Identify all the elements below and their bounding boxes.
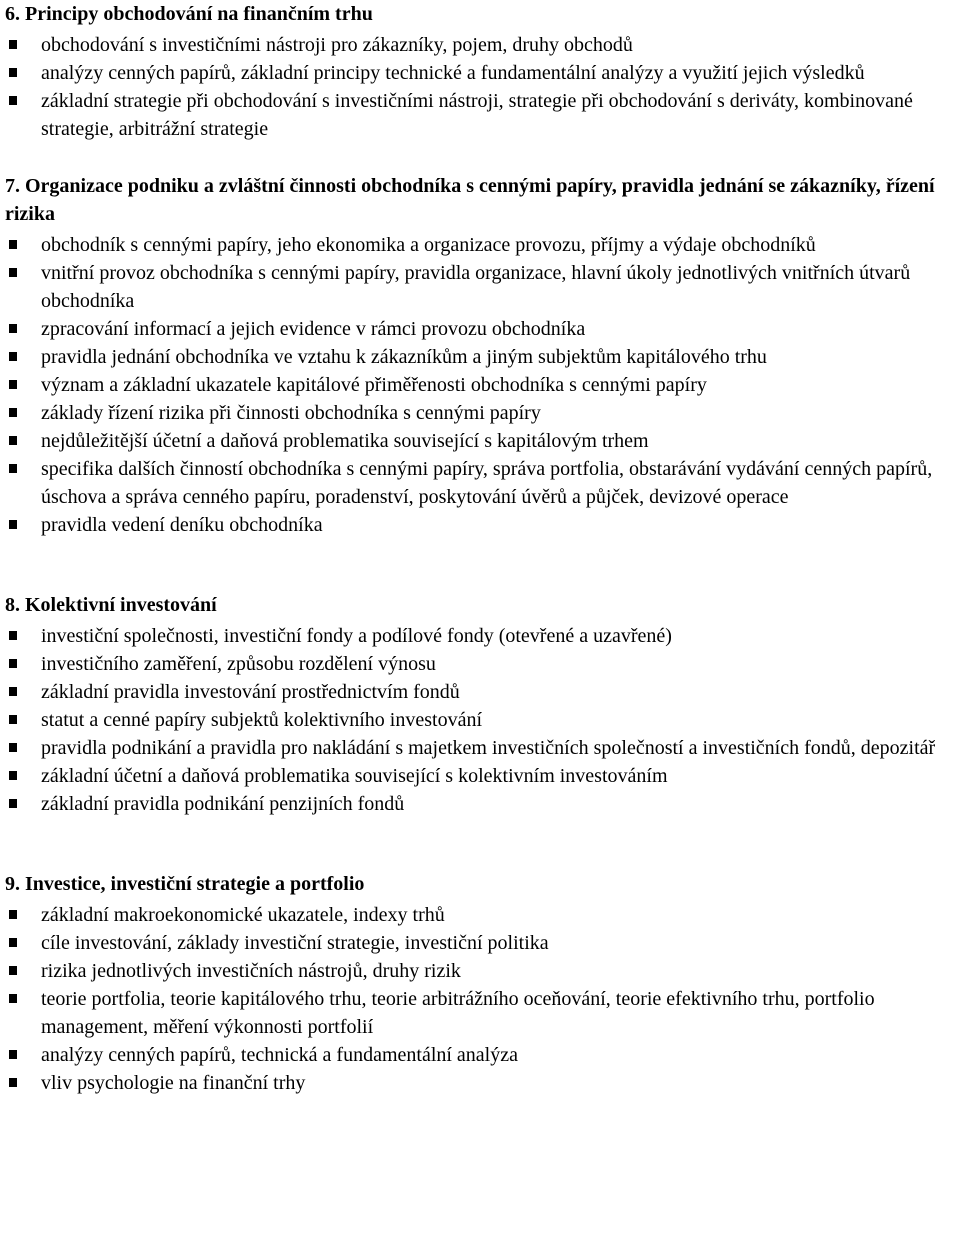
- section-heading: 9. Investice, investiční strategie a portfolio: [5, 873, 365, 895]
- list-item: [5, 901, 956, 929]
- list-item: [5, 455, 956, 511]
- list-item: [5, 929, 956, 957]
- list-item-text: pravidla jednání obchodníka ve vztahu k zákazníkům a jiným subjektům kapitálového trhu: [41, 346, 767, 368]
- list-item: [5, 678, 956, 706]
- list-item-text: obchodník s cennými papíry, jeho ekonomika a organizace provozu, příjmy a výdaje obchodníků: [41, 234, 816, 256]
- square-bullet-icon: [9, 40, 17, 49]
- square-bullet-icon: [9, 96, 17, 105]
- list-item: [5, 87, 956, 143]
- list-item: [5, 622, 956, 650]
- bullet-list: [5, 901, 956, 1097]
- list-item: [5, 399, 956, 427]
- square-bullet-icon: [9, 743, 17, 752]
- square-bullet-icon: [9, 408, 17, 417]
- square-bullet-icon: [9, 994, 17, 1003]
- list-item-text: cíle investování, základy investiční strategie, investiční politika: [41, 932, 549, 954]
- list-item-text: základní pravidla investování prostřednictvím fondů: [41, 681, 460, 703]
- section-8: [5, 591, 956, 818]
- list-item: [5, 259, 956, 315]
- list-item-text: analýzy cenných papírů, technická a fundamentální analýza: [41, 1044, 518, 1066]
- list-item: [5, 231, 956, 259]
- list-item: [5, 315, 956, 343]
- list-item: [5, 985, 956, 1041]
- list-item: [5, 31, 956, 59]
- square-bullet-icon: [9, 771, 17, 780]
- list-item-text: zpracování informací a jejich evidence v rámci provozu obchodníka: [41, 318, 586, 340]
- list-item-text: rizika jednotlivých investičních nástrojů, druhy rizik: [41, 960, 461, 982]
- square-bullet-icon: [9, 938, 17, 947]
- list-item-text: vnitřní provoz obchodníka s cennými papíry, pravidla organizace, hlavní úkoly jednotlivých vnitřních útvarů obchodníka: [41, 262, 911, 312]
- list-item: [5, 343, 956, 371]
- square-bullet-icon: [9, 240, 17, 249]
- list-item-text: nejdůležitější účetní a daňová problematika související s kapitálovým trhem: [41, 430, 649, 452]
- list-item-text: specifika dalších činností obchodníka s cennými papíry, správa portfolia, obstarávání vydávání cenných papírů, úschova a správa cenného papíru, poradenství, poskytování úvěrů a půjček, devizové operace: [41, 458, 933, 508]
- square-bullet-icon: [9, 464, 17, 473]
- square-bullet-icon: [9, 687, 17, 696]
- bullet-list: [5, 622, 956, 818]
- list-item-text: základní makroekonomické ukazatele, indexy trhů: [41, 904, 445, 926]
- square-bullet-icon: [9, 352, 17, 361]
- list-item-text: teorie portfolia, teorie kapitálového trhu, teorie arbitrážního oceňování, teorie efektivního trhu, portfolio management, měření výkonnosti portfolií: [41, 988, 875, 1038]
- list-item-text: analýzy cenných papírů, základní principy technické a fundamentální analýzy a využití jejich výsledků: [41, 62, 865, 84]
- list-item-text: základní strategie při obchodování s investičními nástroji, strategie při obchodování s deriváty, kombinované strategie, arbitrážní strategie: [41, 90, 913, 140]
- list-item: [5, 650, 956, 678]
- list-item-text: vliv psychologie na finanční trhy: [41, 1072, 306, 1094]
- list-item-text: pravidla podnikání a pravidla pro nakládání s majetkem investičních společností a investičních fondů, depozitář: [41, 737, 936, 759]
- square-bullet-icon: [9, 436, 17, 445]
- list-item: [5, 59, 956, 87]
- list-item-text: základní účetní a daňová problematika související s kolektivním investováním: [41, 765, 668, 787]
- square-bullet-icon: [9, 268, 17, 277]
- list-item: [5, 957, 956, 985]
- section-heading: 7. Organizace podniku a zvláštní činnosti obchodníka s cennými papíry, pravidla jednání se zákazníky, řízení rizika: [5, 175, 935, 225]
- list-item: [5, 734, 956, 762]
- list-item: [5, 762, 956, 790]
- section-heading: 6. Principy obchodování na finančním trhu: [5, 3, 373, 25]
- list-item-text: investičního zaměření, způsobu rozdělení výnosu: [41, 653, 436, 675]
- section-heading: 8. Kolektivní investování: [5, 594, 217, 616]
- square-bullet-icon: [9, 1078, 17, 1087]
- section-9: [5, 870, 956, 1097]
- square-bullet-icon: [9, 68, 17, 77]
- list-item: [5, 790, 956, 818]
- square-bullet-icon: [9, 659, 17, 668]
- square-bullet-icon: [9, 715, 17, 724]
- square-bullet-icon: [9, 910, 17, 919]
- bullet-list: [5, 231, 956, 539]
- square-bullet-icon: [9, 324, 17, 333]
- list-item: [5, 706, 956, 734]
- section-7: [5, 172, 956, 539]
- list-item-text: základní pravidla podnikání penzijních fondů: [41, 793, 405, 815]
- section-6: [5, 0, 956, 143]
- list-item: [5, 1069, 956, 1097]
- list-item-text: pravidla vedení deníku obchodníka: [41, 514, 323, 536]
- bullet-list: [5, 31, 956, 143]
- list-item-text: význam a základní ukazatele kapitálové přiměřenosti obchodníka s cennými papíry: [41, 374, 707, 396]
- list-item: [5, 427, 956, 455]
- square-bullet-icon: [9, 966, 17, 975]
- list-item-text: základy řízení rizika při činnosti obchodníka s cennými papíry: [41, 402, 541, 424]
- square-bullet-icon: [9, 1050, 17, 1059]
- square-bullet-icon: [9, 631, 17, 640]
- list-item-text: investiční společnosti, investiční fondy a podílové fondy (otevřené a uzavřené): [41, 625, 672, 647]
- square-bullet-icon: [9, 520, 17, 529]
- square-bullet-icon: [9, 799, 17, 808]
- square-bullet-icon: [9, 380, 17, 389]
- list-item: [5, 1041, 956, 1069]
- list-item: [5, 511, 956, 539]
- list-item-text: statut a cenné papíry subjektů kolektivního investování: [41, 709, 483, 731]
- list-item-text: obchodování s investičními nástroji pro zákazníky, pojem, druhy obchodů: [41, 34, 633, 56]
- list-item: [5, 371, 956, 399]
